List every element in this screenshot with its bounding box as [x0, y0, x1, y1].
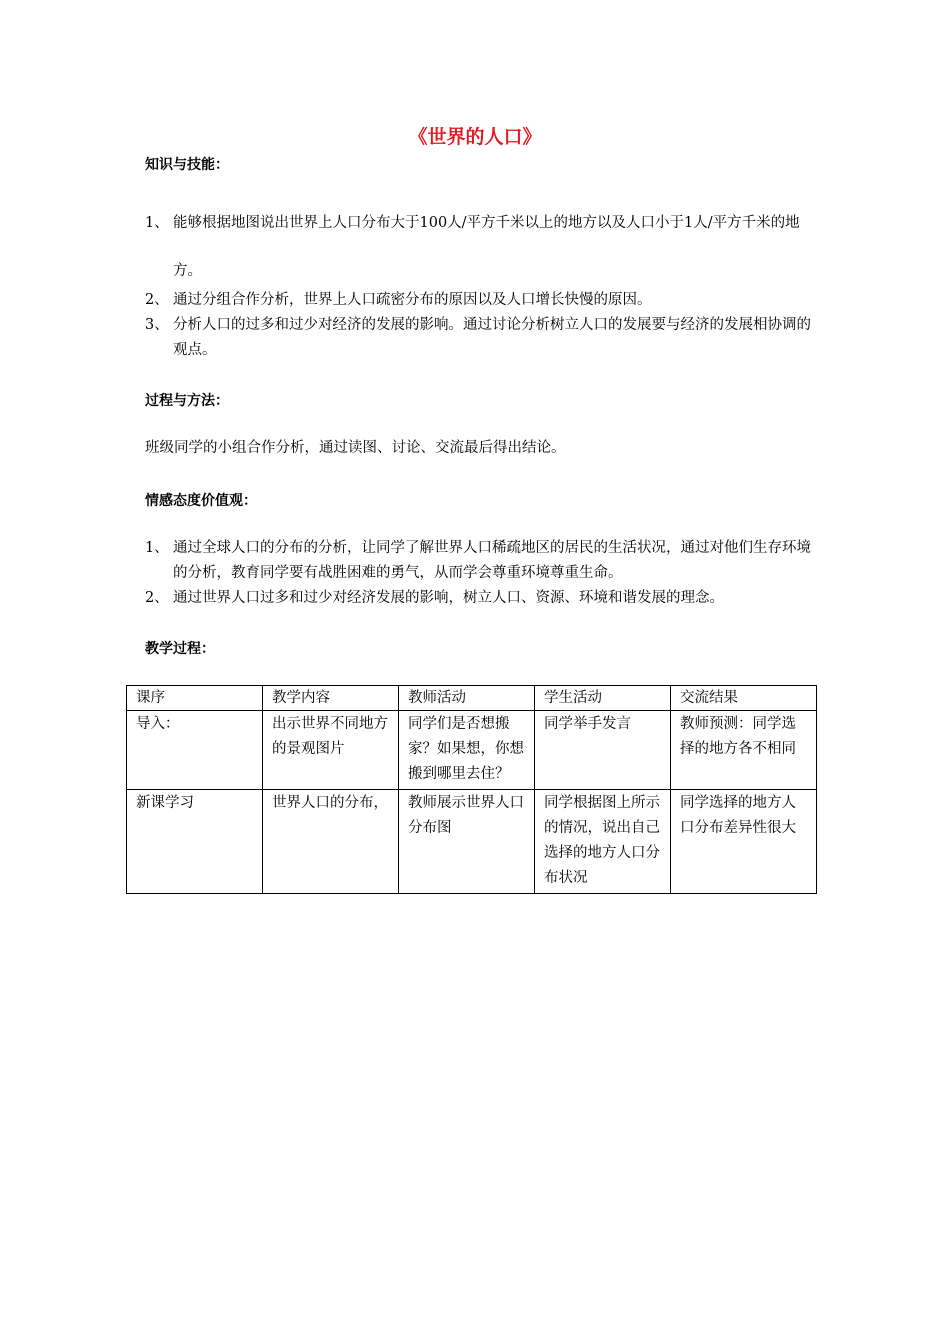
- list-item: [145, 313, 815, 363]
- list-item-text: 通过世界人口过多和过少对经济发展的影响，树立人口、资源、环境和谐发展的理念。: [173, 590, 724, 606]
- table-cell: 同学们是否想搬家？如果想，你想搬到哪里去住？: [399, 711, 535, 790]
- column-header-content: 教学内容: [263, 686, 399, 711]
- list-item-number: 1、: [145, 540, 169, 556]
- heading-attitude-values: 情感态度价值观：: [145, 493, 257, 509]
- table-cell: 同学根据图上所示的情况，说出自己选择的地方人口分布状况: [535, 790, 671, 894]
- list-item-number: 1、: [145, 215, 169, 231]
- table-header-row: [127, 686, 817, 711]
- process-text: 班级同学的小组合作分析，通过读图、讨论、交流最后得出结论。: [145, 440, 566, 456]
- list-item-text: 通过分组合作分析，世界上人口疏密分布的原因以及人口增长快慢的原因。: [173, 292, 652, 308]
- list-item-number: 2、: [145, 292, 169, 308]
- column-header-lesson-order: 课序: [127, 686, 263, 711]
- list-item-number: 2、: [145, 590, 169, 606]
- column-header-student-activity: 学生活动: [535, 686, 671, 711]
- list-item: [145, 586, 815, 611]
- table-cell: 同学选择的地方人口分布差异性很大: [671, 790, 817, 894]
- column-header-result: 交流结果: [671, 686, 817, 711]
- list-item-text: 通过全球人口的分布的分析，让同学了解世界人口稀疏地区的居民的生活状况，通过对他们生存环境的分析，教育同学要有战胜困难的勇气，从而学会尊重环境尊重生命。: [173, 540, 811, 581]
- heading-knowledge-skills: 知识与技能：: [145, 157, 229, 173]
- lesson-table: [126, 685, 817, 894]
- table-cell: 新课学习: [127, 790, 263, 894]
- table-cell: 教师展示世界人口分布图: [399, 790, 535, 894]
- table-cell: 世界人口的分布，: [263, 790, 399, 894]
- list-item-text: 能够根据地图说出世界上人口分布大于100人/平方千米以上的地方以及人口小于1人/平方千米的地方。: [173, 215, 800, 279]
- table-cell: 导入：: [127, 711, 263, 790]
- table-row: [127, 790, 817, 894]
- list-item-text: 分析人口的过多和过少对经济的发展的影响。通过讨论分析树立人口的发展要与经济的发展相协调的观点。: [173, 317, 811, 358]
- table-cell: 教师预测：同学选择的地方各不相同: [671, 711, 817, 790]
- heading-teaching-process: 教学过程：: [145, 641, 215, 657]
- heading-process-method: 过程与方法：: [145, 393, 229, 409]
- list-item: [145, 536, 815, 586]
- document-title: 《世界的人口》: [408, 126, 542, 148]
- table-row: [127, 711, 817, 790]
- column-header-teacher-activity: 教师活动: [399, 686, 535, 711]
- list-item-number: 3、: [145, 317, 169, 333]
- list-item: [145, 199, 815, 295]
- list-item: [145, 288, 815, 313]
- table-cell: 出示世界不同地方的景观图片: [263, 711, 399, 790]
- table-cell: 同学举手发言: [535, 711, 671, 790]
